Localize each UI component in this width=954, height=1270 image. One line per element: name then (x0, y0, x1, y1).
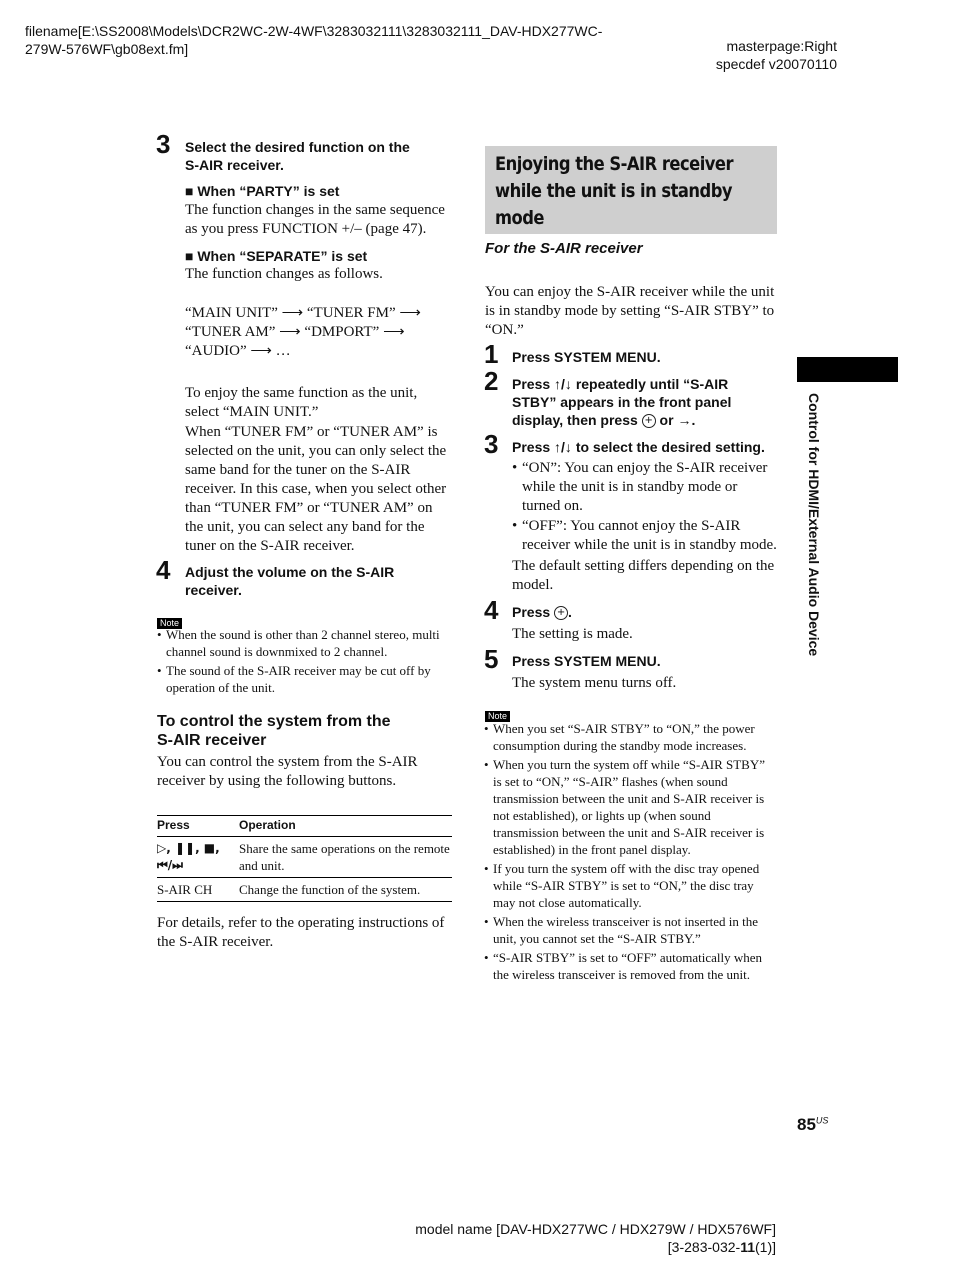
party-heading: ■ When “PARTY” is set (185, 183, 340, 199)
note-item: • When you turn the system off while “S-AIR STBY” is set to “ON,” “S-AIR” flashes (when sound transmission between the unit and S-AIR receiver is not established), or lights up (when sound transmission between the unit and S-AIR receiver is established) in the front panel display. (484, 756, 776, 858)
control-body-line-2: receiver by using the following buttons. (157, 773, 397, 789)
details-paragraph (157, 914, 444, 952)
control-heading-line-1: To control the system from the (157, 713, 391, 730)
r-step-2-line-3 (512, 411, 731, 429)
control-section-heading (157, 712, 391, 750)
note-item: • When the sound is other than 2 channel stereo, multi channel sound is downmixed to 2 channel. (157, 626, 452, 660)
r-step-2-text (512, 375, 731, 429)
r-step-3-number: 3 (484, 429, 499, 459)
sequence-line-1: “MAIN UNIT” ⟶ “TUNER FM” ⟶ (185, 305, 421, 321)
note-label: Note (157, 618, 182, 629)
r-step-5-body: The system menu turns off. (512, 675, 677, 691)
r-step-4-number: 4 (484, 595, 499, 625)
step-3-line-1: Select the desired function on the (185, 139, 410, 155)
separate-heading: ■ When “SEPARATE” is set (185, 248, 368, 264)
page-number-value: 85 (797, 1115, 816, 1134)
table-row (157, 837, 452, 878)
side-tab-label: Control for HDMI/External Audio Device (806, 393, 822, 657)
r-step-5-number: 5 (484, 644, 499, 674)
operation-cell: Change the function of the system. (239, 878, 452, 902)
intro-line: You can enjoy the S-AIR receiver while the unit (485, 284, 775, 300)
up-down-arrow-icon: ↑/↓ (554, 376, 572, 392)
right-note-list (484, 720, 776, 985)
same-function-paragraph (185, 384, 417, 422)
playback-buttons-icon: ▷, ❚❚, ■, (157, 841, 220, 855)
party-body-line-2: as you press FUNCTION +/– (page 47). (185, 221, 427, 237)
page-number (797, 1115, 828, 1135)
model-name-line: model name [DAV-HDX277WC / HDX279W / HDX576WF] (415, 1221, 776, 1237)
sequence-line-3: “AUDIO” ⟶ … (185, 343, 291, 359)
intro-line: is in standby mode by setting “S-AIR STBY” to (485, 303, 775, 319)
enter-button-icon: + (642, 414, 656, 428)
table-row (157, 878, 452, 902)
title-line-1: Enjoying the S-AIR receiver (495, 153, 734, 175)
function-sequence (185, 304, 421, 361)
tuner-line: same band for the tuner on the S-AIR (185, 462, 411, 478)
party-body-line-1: The function changes in the same sequence (185, 202, 445, 218)
specdef-label: specdef v20070110 (715, 56, 837, 72)
step-2-press: Press (512, 376, 555, 392)
tuner-paragraph (185, 423, 446, 556)
page-number-region: US (815, 1115, 829, 1126)
note-item: • The sound of the S-AIR receiver may be cut off by operation of the unit. (157, 662, 452, 696)
step-4-press: Press (512, 604, 555, 620)
operations-table (157, 815, 452, 902)
note-item: • When you set “S-AIR STBY” to “ON,” the power consumption during the standby mode increases. (484, 720, 776, 754)
filename-line-1: filename[E:\SS2008\Models\DCR2WC-2W-4WF\3283032111\3283032111_DAV-HDX277WC- (25, 23, 603, 39)
list-item: • “ON”: You can enjoy the S-AIR receiver while the unit is in standby mode or turned on. (512, 459, 778, 516)
separate-body: The function changes as follows. (185, 266, 383, 282)
r-step-2-number: 2 (484, 366, 499, 396)
r-step-4-text (512, 603, 572, 621)
details-line-1: For details, refer to the operating instructions of (157, 915, 445, 931)
masterpage-header (716, 37, 837, 73)
intro-line: “ON.” (485, 322, 524, 338)
section-subtitle: For the S-AIR receiver (485, 240, 643, 257)
col-press-header: Press (157, 816, 239, 837)
r-step-1-number: 1 (484, 339, 499, 369)
press-cell: S-AIR CH (157, 878, 239, 902)
title-line-3: mode (495, 207, 544, 229)
section-title-box (485, 146, 777, 234)
tuner-line: selected on the unit, you can only select the (185, 443, 447, 459)
filename-header (25, 22, 602, 58)
table-header-row (157, 816, 452, 837)
document-code-line (415, 1238, 776, 1256)
r-step-3-text (512, 438, 765, 456)
press-cell (157, 837, 239, 878)
step-3-select: to select the desired setting. (571, 439, 765, 455)
control-body (157, 753, 418, 791)
setting-options-list (512, 459, 778, 556)
list-item: • “OFF”: You cannot enjoy the S-AIR receiver while the unit is in standby mode. (512, 517, 778, 555)
step-3-line-2: S-AIR receiver. (185, 157, 284, 173)
control-heading-line-2: S-AIR receiver (157, 732, 267, 749)
step-4-line-2: receiver. (185, 582, 242, 598)
model-footer (415, 1220, 776, 1256)
up-down-arrow-icon: ↑/↓ (554, 439, 572, 455)
title-line-2: while the unit is in standby (495, 180, 733, 202)
same-function-line-1: To enjoy the same function as the unit, (185, 385, 418, 401)
operation-cell: Share the same operations on the remote and unit. (239, 837, 452, 878)
tuner-line: When “TUNER FM” or “TUNER AM” is (185, 424, 438, 440)
r-step-2-line-1 (512, 375, 731, 393)
details-line-2: the S-AIR receiver. (157, 934, 274, 950)
default-setting-paragraph (512, 557, 774, 595)
doc-code-suffix: (1)] (755, 1239, 776, 1255)
default-line-1: The default setting differs depending on the (512, 558, 775, 574)
sequence-line-2: “TUNER AM” ⟶ “DMPORT” ⟶ (185, 324, 405, 340)
tuner-line: receiver. In this case, when you select other (185, 481, 447, 497)
left-note-list (157, 626, 452, 698)
note-label: Note (485, 711, 510, 722)
enter-button-icon: + (554, 606, 568, 620)
doc-code-prefix: [3-283-032- (667, 1239, 741, 1255)
step-4-period: . (568, 604, 572, 620)
intro-paragraph (485, 283, 774, 340)
party-body (185, 201, 445, 239)
step-2-period: . (691, 412, 696, 428)
tuner-line: tuner on the S-AIR receiver. (185, 538, 355, 554)
step-4-text (185, 563, 394, 599)
r-step-2-line-2: STBY” appears in the front panel (512, 394, 732, 410)
same-function-line-2: select “MAIN UNIT.” (185, 404, 319, 420)
note-item: • When the wireless transceiver is not inserted in the unit, you cannot set the “S-AIR STBY.” (484, 913, 776, 947)
step-4-line-1: Adjust the volume on the S-AIR (185, 564, 395, 580)
step-2-repeatedly: repeatedly until “S-AIR (571, 376, 729, 392)
step-2-or: or (655, 412, 678, 428)
control-body-line-1: You can control the system from the S-AIR (157, 754, 418, 770)
tuner-line: than “TUNER FM” or “TUNER AM” on (185, 500, 433, 516)
col-operation-header: Operation (239, 816, 452, 837)
step-4-number: 4 (156, 555, 171, 585)
section-title (495, 151, 733, 232)
filename-line-2: 279W-576WF\gb08ext.fm] (25, 41, 189, 57)
doc-code-bold: 11 (740, 1239, 755, 1255)
step-3-number: 3 (156, 129, 171, 159)
note-item: • If you turn the system off with the disc tray opened while “S-AIR STBY” is set to “ON,” the disc tray may not close automatically. (484, 860, 776, 911)
tuner-line: the unit, you can select any band for the (185, 519, 425, 535)
section-tab-marker (797, 357, 898, 382)
masterpage-label: masterpage:Right (726, 38, 837, 54)
right-arrow-icon: → (677, 412, 692, 428)
r-step-4-body: The setting is made. (512, 626, 633, 642)
step-3-press: Press (512, 439, 555, 455)
skip-buttons-icon: ⏮/⏭ (157, 858, 183, 872)
step-3-text (185, 138, 410, 174)
r-step-5-text: Press SYSTEM MENU. (512, 653, 661, 669)
r-step-1-text: Press SYSTEM MENU. (512, 349, 661, 365)
note-item: • “S-AIR STBY” is set to “OFF” automatically when the wireless transceiver is removed from the unit. (484, 949, 776, 983)
step-2-display: display, then press (512, 412, 642, 428)
default-line-2: model. (512, 577, 554, 593)
